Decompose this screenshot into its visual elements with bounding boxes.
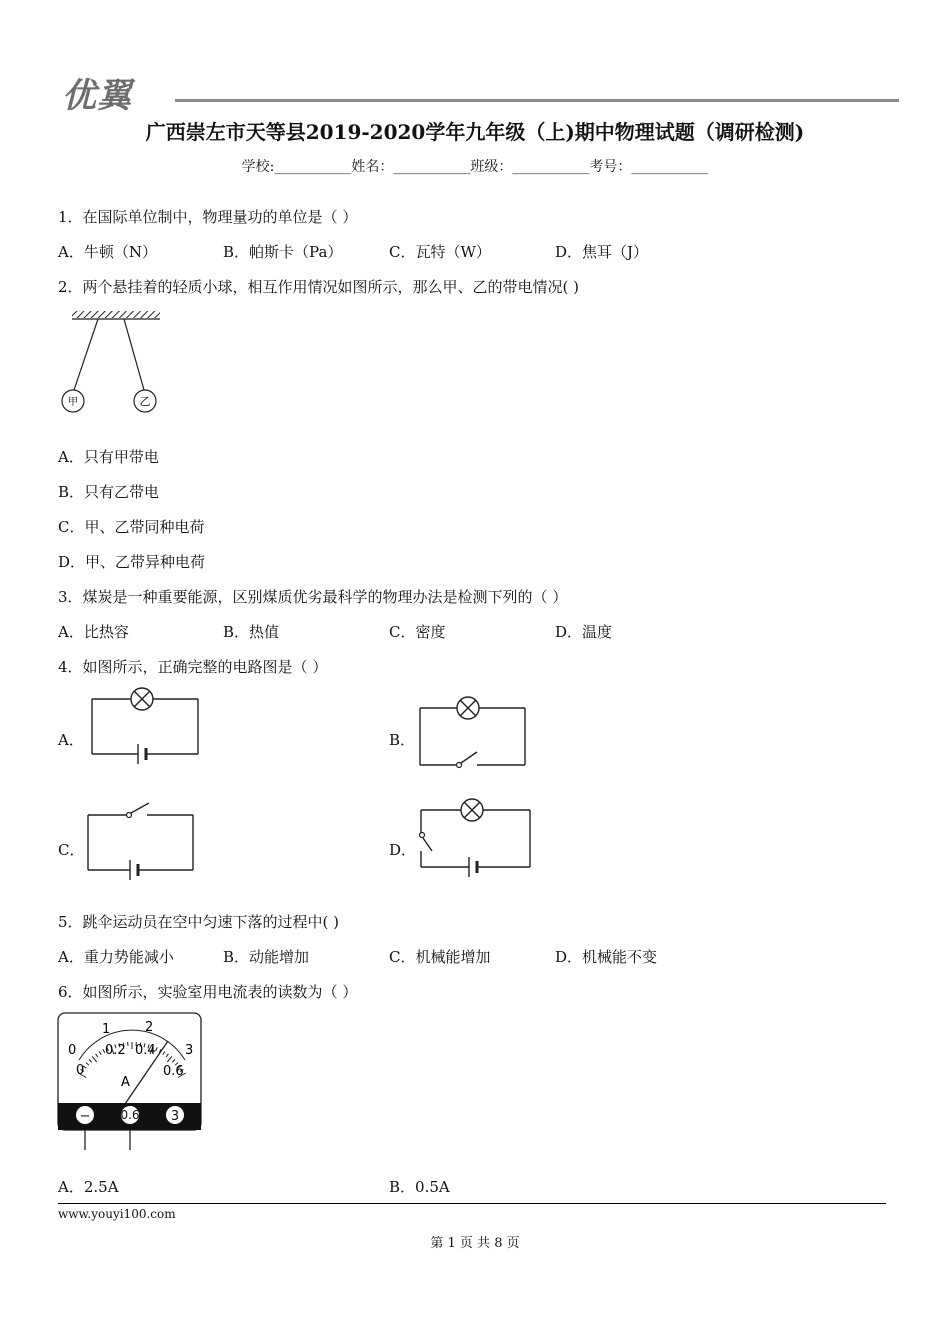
q4-option-b: B．: [389, 731, 416, 749]
q6-option-b: B．0.5A: [389, 1178, 450, 1196]
upper-scale-1: 1: [102, 1022, 111, 1037]
hanging-balls-figure: [58, 308, 168, 418]
q5-option-b: B．动能增加: [223, 948, 310, 966]
ball-yi-label: 乙: [139, 395, 151, 408]
q3-option-b: B．热值: [223, 623, 280, 641]
ball-jia-label: 甲: [68, 397, 78, 408]
page-number: 第 1 页 共 8 页: [430, 1236, 520, 1251]
logo: 优翼: [62, 76, 132, 116]
question-4-stem: 4．如图所示，正确完整的电路图是（ ）: [58, 658, 328, 676]
question-6-stem: 6．如图所示，实验室用电流表的读数为（ ）: [58, 983, 358, 1001]
lower-scale-0-6: 0.6: [163, 1064, 184, 1079]
bulb-icon: [461, 799, 483, 821]
switch-pivot: [127, 813, 132, 818]
circuit-c-figure: [85, 798, 200, 883]
page-title: 广西崇左市天等县2019-2020学年九年级（上)期中物理试题（调研检测): [145, 120, 805, 144]
ammeter-figure: [57, 1012, 203, 1152]
ceiling-hatch: [72, 311, 160, 318]
footer-rule: [58, 1203, 886, 1204]
unit-label: A: [121, 1075, 130, 1090]
left-thread: [74, 319, 98, 390]
terminal-0-6-label: 0.6: [120, 1108, 140, 1122]
header-rule: [175, 99, 899, 102]
q3-option-c: C．密度: [389, 623, 446, 641]
q6-option-a: A．2.5A: [58, 1178, 119, 1196]
q5-option-c: C．机械能增加: [389, 948, 491, 966]
q4-option-d: D．: [389, 841, 417, 859]
circuit-d-figure: [417, 795, 537, 880]
lower-scale-0: 0: [76, 1063, 85, 1078]
q4-option-a: A．: [58, 731, 84, 749]
q1-option-a: A．牛顿（N）: [58, 243, 157, 261]
circuit-a-figure: [88, 684, 203, 769]
upper-scale-2: 2: [145, 1020, 154, 1035]
q3-option-d: D．温度: [555, 623, 613, 641]
student-info-line: 学校:___________姓名：___________班级：___________考号：___________: [241, 159, 709, 175]
q5-option-a: A．重力势能减小: [58, 948, 174, 966]
q1-option-d: D．焦耳（J）: [555, 243, 649, 261]
q1-option-c: C．瓦特（W）: [389, 243, 491, 261]
q4-option-c: C．: [58, 841, 85, 859]
upper-scale-0: 0: [68, 1043, 77, 1058]
question-5-stem: 5．跳伞运动员在空中匀速下落的过程中( ): [58, 913, 340, 931]
lower-scale-0-2: 0.2: [105, 1043, 126, 1058]
q5-option-d: D．机械能不变: [555, 948, 658, 966]
q2-option-b: B．只有乙带电: [58, 483, 160, 501]
right-thread: [124, 319, 144, 390]
q2-option-d: D．甲、乙带异种电荷: [58, 553, 206, 571]
q2-option-a: A．只有甲带电: [58, 448, 159, 466]
upper-scale-3: 3: [185, 1043, 194, 1058]
footer-url: www.youyi100.com: [58, 1207, 176, 1221]
terminal-minus-label: −: [79, 1109, 91, 1124]
bulb-icon: [457, 697, 479, 719]
q3-option-a: A．比热容: [58, 623, 129, 641]
bulb-icon: [131, 688, 153, 710]
terminal-3-label: 3: [170, 1109, 180, 1124]
q1-option-b: B．帕斯卡（Pa）: [223, 243, 343, 261]
circuit-b-figure: [417, 695, 532, 775]
switch-pivot: [420, 833, 425, 838]
question-1-stem: 1．在国际单位制中，物理量功的单位是（ ）: [58, 208, 358, 226]
q2-option-c: C．甲、乙带同种电荷: [58, 518, 205, 536]
question-3-stem: 3．煤炭是一种重要能源，区别煤质优劣最科学的物理办法是检测下列的（ ）: [58, 588, 568, 606]
lower-scale-0-4: 0.4: [135, 1043, 156, 1058]
switch-pivot: [457, 763, 462, 768]
question-2-stem: 2．两个悬挂着的轻质小球，相互作用情况如图所示，那么甲、乙的带电情况( ): [58, 278, 580, 296]
